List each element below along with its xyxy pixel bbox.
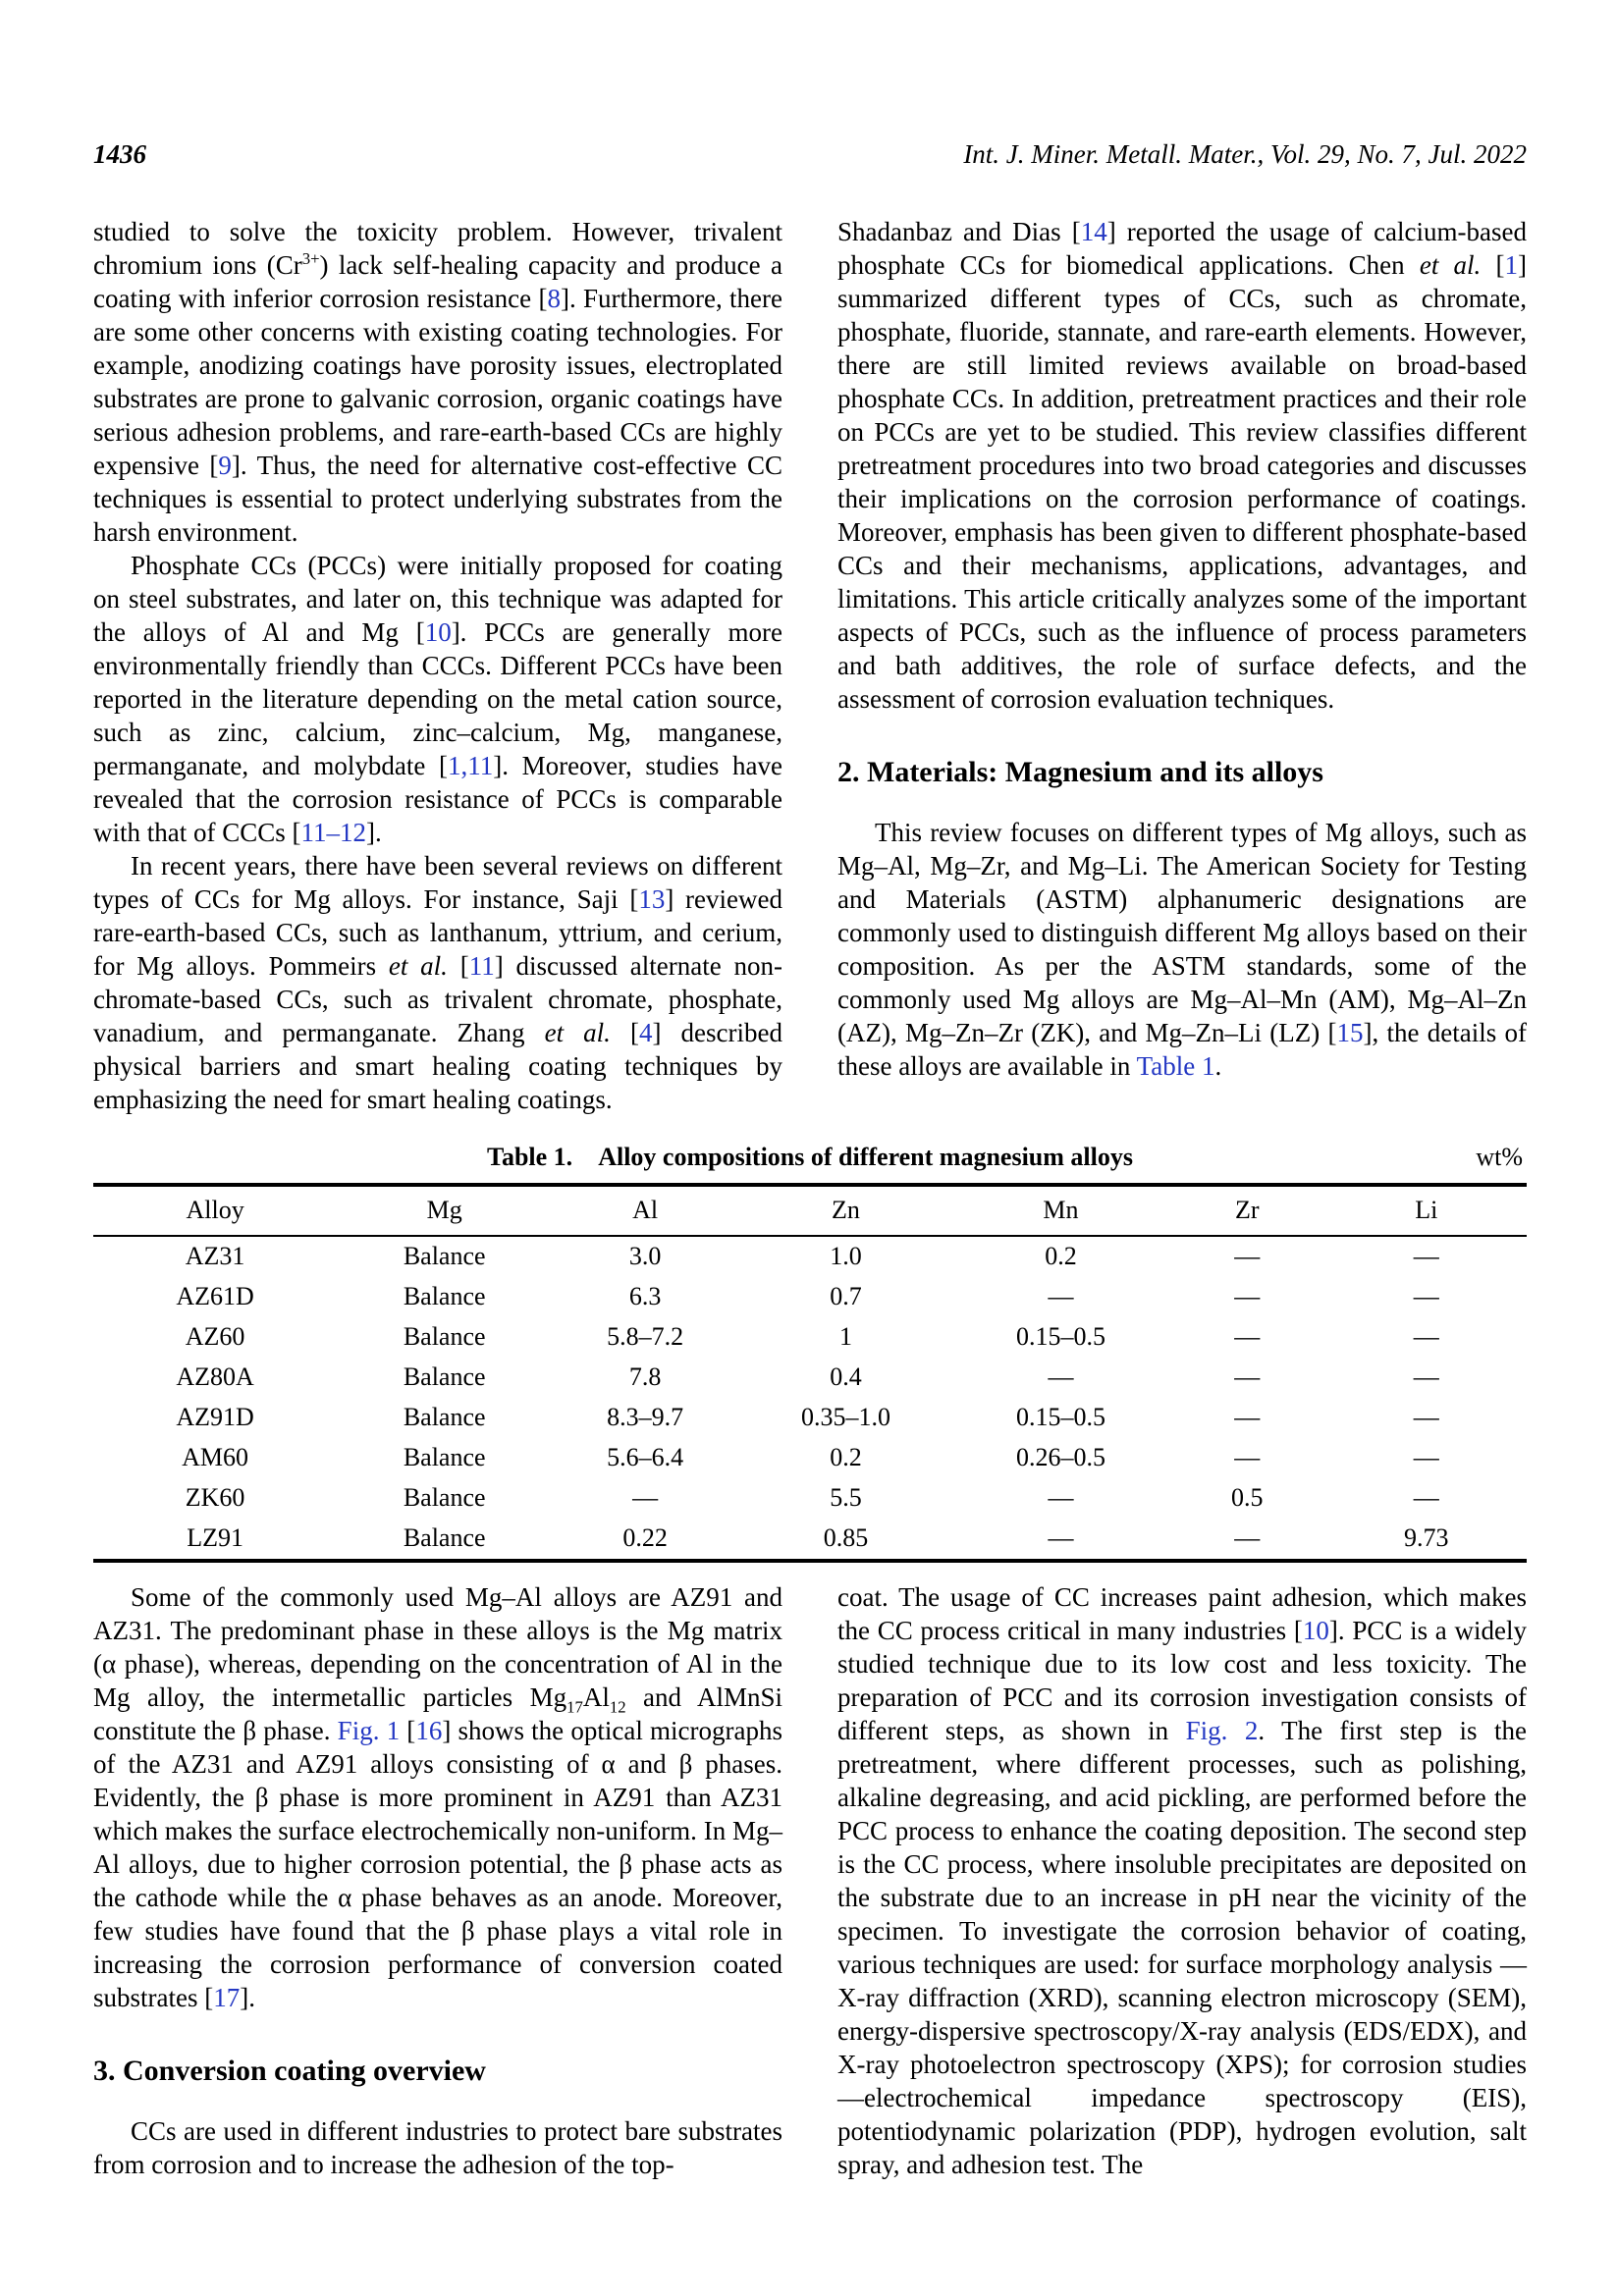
text-run: ] discussed alternate non-chromate-based CCs, such as trivalent chromate, phosphate, vanadium, and permanganate. Zhang <box>93 951 782 1047</box>
table-unit-label: wt% <box>1476 1143 1523 1171</box>
right-column-top <box>837 215 1527 1116</box>
table-cell: 8.3–9.7 <box>607 1403 684 1431</box>
table-cell: AZ91D <box>176 1403 254 1431</box>
text-run: ]. <box>366 818 382 847</box>
table-cell: 5.8–7.2 <box>607 1322 684 1351</box>
text-run: Some of the commonly used Mg–Al alloys are AZ91 and AZ31. The predominant phase in these alloys is the Mg matrix (α phase), whereas, depending on the concentration of Al in the Mg alloy, the intermetallic particles Mg <box>93 1582 782 1712</box>
table-cell: — <box>1413 1242 1439 1270</box>
text-run: ] reported the usage of calcium-based phosphate CCs for biomedical applications. Chen <box>837 217 1527 280</box>
italic-text: et al. <box>388 951 448 981</box>
text-run: Shadanbaz and Dias [ <box>837 217 1081 246</box>
table-row <box>93 1317 1527 1358</box>
text-run: ) lack self-healing capacity and produce a coating with inferior corrosion resistance [ <box>93 250 782 313</box>
table-cell: 6.3 <box>628 1282 662 1310</box>
text-run: ]. <box>240 1983 255 2012</box>
reference-link[interactable]: 15 <box>1336 1018 1364 1047</box>
text-run: studied to solve the toxicity problem. However, trivalent chromium ions (Cr <box>93 217 782 280</box>
reference-link[interactable]: 16 <box>415 1716 443 1745</box>
table-cell: 0.2 <box>1045 1242 1077 1270</box>
table-cell: LZ91 <box>187 1523 243 1552</box>
reference-link[interactable]: 1 <box>1504 250 1518 280</box>
table-cell: — <box>632 1483 659 1512</box>
top-section <box>93 215 1527 1116</box>
reference-link[interactable]: 8 <box>547 284 561 313</box>
table-cell: — <box>1413 1322 1439 1351</box>
table-row <box>93 1358 1527 1398</box>
text-run: ] shows the optical micrographs of the AZ31 and AZ91 alloys consisting of α and β phases. Evidently, the β phase is more prominent in AZ91 than AZ31 which makes the surface electrochemically non-uniform. In Mg–Al alloys, due to higher corrosion potential, the β phase acts as the cathode while the α phase behaves as an anode. Moreover, few studies have found that the β phase plays a vital role in increasing the corrosion performance of conversion coated substrates [ <box>93 1716 782 2012</box>
table-cell: — <box>1234 1443 1261 1471</box>
table-row <box>93 1438 1527 1478</box>
reference-link[interactable]: 14 <box>1080 217 1107 246</box>
table-cell: Balance <box>403 1282 486 1310</box>
bottom-section <box>93 1580 1527 2181</box>
journal-running-title: Int. J. Miner. Metall. Mater., Vol. 29, No. 7, Jul. 2022 <box>963 139 1527 169</box>
table-cell: — <box>1413 1403 1439 1431</box>
table-cell: 5.5 <box>830 1483 862 1512</box>
reference-link[interactable]: 17 <box>213 1983 241 2012</box>
table-cell: 0.15–0.5 <box>1015 1403 1105 1431</box>
text-run: coat. The usage of CC increases paint adhesion, which makes the CC process critical in many industries [ <box>837 1582 1527 1645</box>
page-header <box>93 139 1527 170</box>
table-cell: AZ60 <box>185 1322 245 1351</box>
reference-link[interactable]: 1,11 <box>448 751 494 780</box>
table-cell: — <box>1048 1483 1074 1512</box>
left-column-bottom <box>93 1580 782 2181</box>
table-cell: — <box>1413 1483 1439 1512</box>
italic-text: et al. <box>544 1018 611 1047</box>
text-run: ] summarized different types of CCs, such as chromate, phosphate, fluoride, stannate, and rare-earth elements. However, there are still limited reviews available on broad-based phosphate CCs. In addition, pretreatment practices and their role on PCCs are yet to be studied. This review classifies different pretreatment procedures into two broad categories and discusses their implications on the corrosion performance of coatings. Moreover, emphasis has been given to different phosphate-based CCs and their mechanisms, applications, advantages, and limitations. This article critically analyzes some of the important aspects of PCCs, such as the influence of process parameters and bath additives, the role of surface defects, and the assessment of corrosion evaluation techniques. <box>837 250 1527 714</box>
reference-link[interactable]: 13 <box>638 884 666 914</box>
text-run: In recent years, there have been several reviews on different types of CCs for Mg alloys. For instance, Saji [ <box>93 851 782 914</box>
paragraph <box>93 549 782 849</box>
alloy-composition-table <box>93 1183 1527 1563</box>
table-cell: 5.6–6.4 <box>607 1443 684 1471</box>
table-row <box>93 1236 1527 1277</box>
text-run: ]. Moreover, studies have revealed that the corrosion resistance of PCCs is comparable with that of CCCs [ <box>93 751 782 847</box>
table-cell: — <box>1413 1362 1439 1391</box>
table-cell: 0.4 <box>830 1362 862 1391</box>
paragraph <box>837 215 1527 716</box>
left-column-top <box>93 215 782 1116</box>
text-run: This review focuses on different types of Mg alloys, such as Mg–Al, Mg–Zr, and Mg–Li. The American Society for Testing and Materials (ASTM) alphanumeric designations are commonly used to distinguish different Mg alloys based on their composition. As per the ASTM standards, some of the commonly used Mg alloys are Mg–Al–Mn (AM), Mg–Al–Zn (AZ), Mg–Zn–Zr (ZK), and Mg–Zn–Li (LZ) [ <box>837 818 1527 1047</box>
text-run: . <box>1214 1051 1222 1081</box>
table-cell: Balance <box>403 1322 486 1351</box>
italic-text: et al. <box>1419 250 1482 280</box>
table-cell: — <box>1048 1362 1074 1391</box>
text-run: 12 <box>609 1697 626 1717</box>
table-cell: 1 <box>838 1322 852 1351</box>
table-cell: 7.8 <box>628 1362 662 1391</box>
table-cell: 0.2 <box>830 1443 862 1471</box>
table-cell: — <box>1413 1282 1439 1310</box>
paragraph <box>93 849 782 1116</box>
table-cell: 3.0 <box>628 1242 662 1270</box>
table-cell: Balance <box>403 1483 486 1512</box>
text-run: [ <box>1481 250 1505 280</box>
table-cell: AZ80A <box>176 1362 254 1391</box>
text-run: Phosphate CCs (PCCs) were initially proposed for coating on steel substrates, and later on, this technique was adapted for the alloys of Al and Mg [ <box>93 551 782 647</box>
table-cell: AM60 <box>182 1443 249 1471</box>
table-cell: — <box>1234 1403 1261 1431</box>
reference-link[interactable]: Table 1 <box>1136 1051 1215 1081</box>
paragraph <box>837 816 1527 1083</box>
table-cell: — <box>1234 1282 1261 1310</box>
table-column-header: Mn <box>953 1185 1168 1236</box>
table-row <box>93 1519 1527 1561</box>
text-run: [ <box>400 1716 416 1745</box>
reference-link[interactable]: 10 <box>1302 1616 1329 1645</box>
text-run: ]. Thus, the need for alternative cost-effective CC techniques is essential to protect underlying substrates from the harsh environment. <box>93 451 782 547</box>
table-cell: — <box>1048 1523 1074 1552</box>
table-cell: 9.73 <box>1404 1523 1449 1552</box>
text-run: ]. PCC is a widely studied technique due to its low cost and less toxicity. The preparation of PCC and its corrosion investigation consists of different steps, as shown in <box>837 1616 1527 1745</box>
reference-link[interactable]: Fig. 2 <box>1185 1716 1259 1745</box>
reference-link[interactable]: 4 <box>638 1018 653 1047</box>
paragraph <box>93 215 782 549</box>
table-column-header: Zr <box>1168 1185 1326 1236</box>
table-cell: — <box>1234 1362 1261 1391</box>
text-run: CCs are used in different industries to protect bare substrates from corrosion and to increase the adhesion of the top- <box>93 2116 782 2179</box>
reference-link[interactable]: 10 <box>424 617 452 647</box>
table-cell: — <box>1048 1282 1074 1310</box>
table-cell: Balance <box>403 1362 486 1391</box>
table-row <box>93 1277 1527 1317</box>
table-block <box>93 1142 1527 1563</box>
text-run: Al <box>582 1682 610 1712</box>
text-run: ]. Furthermore, there are some other concerns with existing coating technologies. For example, anodizing coatings have porosity issues, electroplated substrates are prone to galvanic corrosion, organic coatings have serious adhesion problems, and rare-earth-based CCs are highly expensive [ <box>93 284 783 480</box>
reference-link[interactable]: Fig. 1 <box>337 1716 401 1745</box>
table-header-row <box>93 1185 1527 1236</box>
table-cell: ZK60 <box>185 1483 245 1512</box>
table-column-header: Li <box>1326 1185 1527 1236</box>
paragraph <box>93 2114 782 2181</box>
table-cell: AZ61D <box>176 1282 254 1310</box>
text-run: ] reviewed rare-earth-based CCs, such as lanthanum, yttrium, and cerium, for Mg alloys. Pommeirs <box>93 884 782 981</box>
table-cell: 0.35–1.0 <box>800 1403 890 1431</box>
reference-link[interactable]: 11–12 <box>300 818 367 847</box>
section-heading: 3. Conversion coating overview <box>93 2055 486 2087</box>
text-run: 17 <box>566 1697 583 1717</box>
text-run: and AlMnSi constitute the β phase. <box>93 1682 782 1745</box>
table-column-header: Alloy <box>93 1185 337 1236</box>
table-cell: 0.85 <box>823 1523 869 1552</box>
paragraph <box>837 1580 1527 2181</box>
table-column-header: Mg <box>337 1185 552 1236</box>
table-column-header: Al <box>552 1185 738 1236</box>
table-cell: — <box>1234 1523 1261 1552</box>
table-cell: Balance <box>403 1403 486 1431</box>
table-caption <box>93 1142 1527 1173</box>
table-cell: 0.5 <box>1231 1483 1264 1512</box>
section-heading: 2. Materials: Magnesium and its alloys <box>837 756 1323 788</box>
table-cell: — <box>1413 1443 1439 1471</box>
table-row <box>93 1398 1527 1438</box>
text-run: . The first step is the pretreatment, where different processes, such as polishing, alkaline degreasing, and acid pickling, are performed before the PCC process to enhance the coating deposition. The second step is the CC process, where insoluble precipitates are deposited on the substrate due to an increase in pH near the vicinity of the specimen. To investigate the corrosion behavior of coating, various techniques are used: for surface morphology analysis —X-ray diffraction (XRD), scanning electron microscopy (SEM), energy-dispersive spectroscopy/X-ray analysis (EDS/EDX), and X-ray photoelectron spectroscopy (XPS); for corrosion studies—electrochemical impedance spectroscopy (EIS), potentiodynamic polarization (PDP), hydrogen evolution, salt spray, and adhesion test. The <box>837 1716 1527 2179</box>
table-cell: Balance <box>403 1242 486 1270</box>
paragraph <box>93 1580 782 2014</box>
reference-link[interactable]: 11 <box>468 951 495 981</box>
text-run: 3+ <box>301 249 320 268</box>
table-cell: Balance <box>403 1443 486 1471</box>
table-column-header: Zn <box>738 1185 953 1236</box>
reference-link[interactable]: 9 <box>218 451 232 480</box>
table-cell: Balance <box>403 1523 486 1552</box>
table-cell: — <box>1234 1322 1261 1351</box>
page-number: 1436 <box>93 139 146 169</box>
table-cell: 1.0 <box>830 1242 862 1270</box>
table-caption-text: Alloy compositions of different magnesium alloys <box>598 1143 1133 1171</box>
table-caption-label: Table 1. <box>487 1143 573 1171</box>
journal-page <box>93 139 1527 2181</box>
text-run: [ <box>447 951 469 981</box>
text-run: [ <box>610 1018 639 1047</box>
table-cell: 0.15–0.5 <box>1015 1322 1105 1351</box>
table-row <box>93 1478 1527 1519</box>
table-cell: — <box>1234 1242 1261 1270</box>
text-run: ]. PCCs are generally more environmentally friendly than CCCs. Different PCCs have been reported in the literature depending on the metal cation source, such as zinc, calcium, zinc–calcium, Mg, manganese, permanganate, and molybdate [ <box>93 617 782 780</box>
table-cell: AZ31 <box>185 1242 245 1270</box>
table-cell: 0.22 <box>622 1523 668 1552</box>
right-column-bottom <box>837 1580 1527 2181</box>
text-run: ] described physical barriers and smart healing coating techniques by emphasizing the need for smart healing coatings. <box>93 1018 782 1114</box>
table-cell: 0.7 <box>830 1282 862 1310</box>
table-cell: 0.26–0.5 <box>1015 1443 1105 1471</box>
text-run: ], the details of these alloys are available in <box>837 1018 1527 1081</box>
